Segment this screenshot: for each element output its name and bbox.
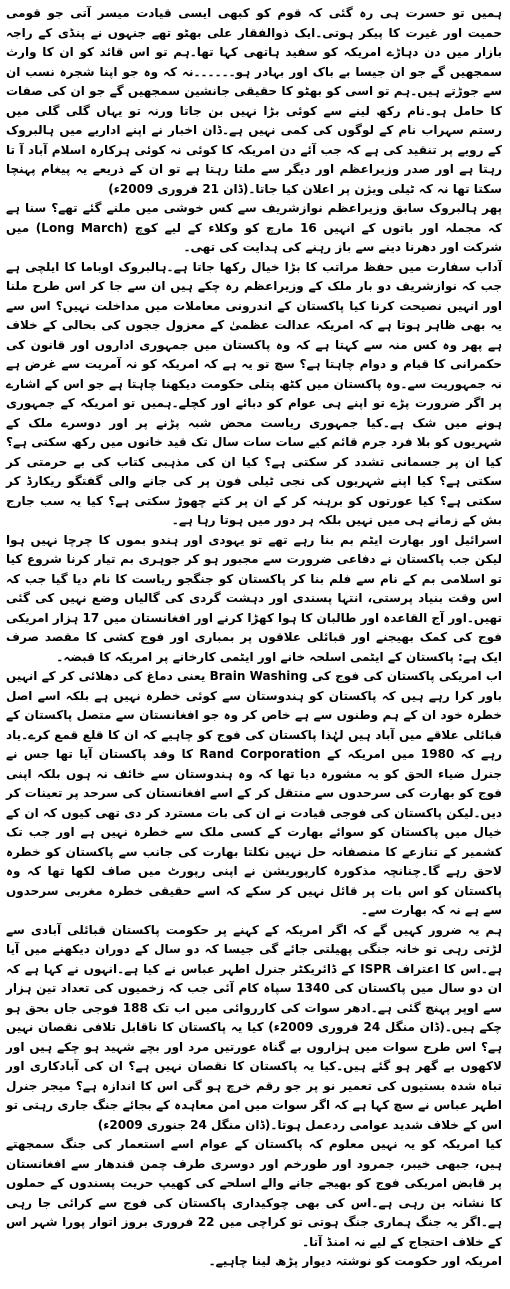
paragraph-public-opinion: کیا امریکہ کو یہ نہیں معلوم کہ پاکستان کے عوام اسے استعمار کی جنگ سمجھتے ہیں، جبھی خیبر، جمرود اور طورخم اور دوسری طرف چمن قندھار سے افغانستان پر قابض امریکی فوج کو بھیجے جانے والے اسلحے کی کھیپ حریت پسندوں کے حملوں کا نشانہ بن رہی ہے۔اس کی بھی چوکیداری پاکستان کی فوج سے کرائی جا رہی ہے۔اگر یہ جنگ ہماری جنگ ہوتی تو کراچی میں 22 فروری بروز اتوار پورا شہر اس کے خلاف احتجاج کے لیے نہ امنڈ آتا۔ xyxy=(6,1137,502,1249)
paragraph-closing: امریکہ اور حکومت کو نوشتہ دیوار پڑھ لینا چاہیے۔ xyxy=(208,1254,502,1268)
paragraph-civil-war: ہم یہ ضرور کہیں گے کہ اگر امریکہ کے کہنے پر حکومت پاکستان قبائلی آبادی سے لڑتی رہی تو خانہ جنگی پھیلتی جائے گی جیسا کہ دو سال کے دوران دیکھنے میں آیا ہے۔اس کا اعتراف ISPR کے ڈائریکٹر جنرل اطہر عباس نے کیا ہے۔انہوں نے کہا ہے کہ ان دو سال میں پاکستان کی 1340 سپاہ کام آئی جب کہ زخمیوں کی تعداد تین ہزار سے اوپر پہنچ گئی ہے۔ادھر سوات کی کارروائی میں اب تک 188 فوجی جاں بحق ہو چکے ہیں۔(ڈان منگل 24 فروری 2009ء) کیا یہ پاکستان کا ناقابل تلافی نقصان نہیں ہے؟ اس طرح سوات میں ہزاروں بے گناہ عورتیں مرد اور بچے شہید ہو چکے ہیں اور لاکھوں بے گھر ہو گئے ہیں۔کیا یہ پاکستان کا نقصان نہیں ہے؟ ان کی آبادکاری اور تباہ شدہ بستیوں کی تعمیر نو پر جو رقم خرچ ہو گی اس کا اندازہ ہے؟ میجر جنرل اطہر عباس نے سچ کہا ہے کہ اگر سوات میں امن معاہدہ کے بجائے جنگ جاری رہتی تو اس کے خلاف شدید عوامی ردعمل ہوتا۔(ڈان منگل 24 جنوری 2009ء) xyxy=(5,922,503,1132)
paragraph-holbrooke-nawaz: پھر ہالبروک سابق وزیراعظم نوازشریف سے کس خوشی میں ملنے گئے تھے؟ سنا ہے کہ مجملہ اور باتوں کے انہیں 16 مارچ کو وکلاء کے لیے کوچ (Long March) میں شرکت اور دھرنا دینے سے باز رہنے کی ہدایت کی تھی۔ xyxy=(6,201,502,254)
paragraph-leadership: ہمیں تو حسرت ہی رہ گئی کہ قوم کو کبھی ایسی قیادت میسر آتی جو قومی حمیت اور غیرت کا پیکر ہوتی۔ایک ذوالفقار علی بھٹو تھے جنہوں نے پنڈی کے راجہ بازار میں دن دہاڑے امریکہ کو سفید ہاتھی کہا تھا۔ہم تو اس قائد کو ان کا وارث سمجھیں گے جو ان جیسا بے باک اور بہادر ہو۔۔۔۔۔۔نہ کہ وہ جو اپنا شجرہ نسب ان سے جوڑتے ہیں۔ہم تو اسی کو بھٹو کا حقیقی جانشین سمجھیں گے جو ان کی صفات کا حامل ہو۔نام رکھ لینے سے کوئی بڑا نہیں بن جاتا ورنہ تو یہاں گلی گلی میں رستم سہراب نام کے لوگوں کی کمی نہیں ہے۔ڈان اخبار نے اپنے اداریے میں ہالبروک کے رویے پر تنقید کی ہے کہ جب آئے دن امریکہ کا کوئی نہ کوئی ہرکارہ اسلام آباد آ تا رہتا ہے اور صدر وزیراعظم اور دیگر سے ملتا رہتا ہے تو ان کے ذریعے یہ پیغام پہنچا سکتا تھا نہ کہ ٹیلی ویژن پر اعلان کیا جاتا۔(ڈان 21 فروری 2009ء) xyxy=(6,6,502,196)
paragraph-brain-washing: اب امریکی پاکستان کی فوج کی Brain Washing یعنی دماغ کی دھلائی کر کے انہیں باور کرا رہے ہیں کہ پاکستان کو ہندوستان سے کوئی خطرہ نہیں ہے بلکہ اسے اصل خطرہ خود ان کے ہم وطنوں سے ہے خاص کر وہ جو افغانستان سے متصل پاکستان کے قبائلی علاقے میں آباد ہیں لہٰذا پاکستان کی فوج کو چاہیے کہ ان کا قلع قمع کرے۔یاد رہے کہ 1980 میں امریکہ کے Rand Corporation کا وفد پاکستان آیا تھا جس نے جنرل ضیاء الحق کو یہ مشورہ دیا تھا کہ وہ ہندوستان سے خائف نہ ہوں بلکہ اپنی فوج کو بھارت کی سرحدوں سے منتقل کر کے اسے افغانستان کی سرحد پر تعینات کر دیں۔لیکن پاکستان کی فوجی قیادت نے ان کی بات مسترد کر دی تھی کیوں کہ ان کے خیال میں پاکستان کو سوائے بھارت کے کسی ملک سے خطرہ نہیں ہے اور جب تک کشمیر کے تنازعے کا منصفانہ حل نہیں نکلتا بھارت کی جانب سے پاکستان کو خطرہ لاحق رہے گا۔چنانچہ مذکورہ کارپوریشن نے اپنی رپورٹ میں صاف لکھا تھا کہ وہ پاکستان کو اس بات پر قائل نہیں کر سکے کہ اسے حقیقی خطرہ مغربی سرحدوں سے ہے نہ کہ بھارت سے۔ xyxy=(6,669,503,917)
paragraph-diplomatic-etiquette: آداب سفارت میں حفظ مراتب کا بڑا خیال رکھا جاتا ہے۔ہالبروک اوباما کا ایلچی ہے جب کہ نوازشریف دو بار ملک کے وزیراعظم رہ چکے ہیں ان سے جا کر اس طرح ملنا اور انہیں نصیحت کرنا کیا پاکستان کے اندرونی معاملات میں مداخلت نہیں؟ اس سے یہ بھی ظاہر ہوتا ہے کہ امریکہ عدالت عظمیٰ کے معزول ججوں کی بحالی کے خلاف ہے پھر وہ کس منہ سے کہتا ہے کہ وہ پاکستان میں جمہوری اداروں اور قانون کی حکمرانی کا قیام و دوام چاہتا ہے؟ سچ تو یہ ہے کہ امریکہ کو نہ آمریت سے غرض ہے نہ جمہوریت سے۔وہ پاکستان میں کٹھ پتلی حکومت دیکھنا چاہتا ہے جو اس کے اشارے پر اگر ضرورت پڑے تو اپنے ہی عوام کو دبائے اور کچلے۔ہمیں تو امریکہ کے جمہوری ہونے میں شک ہے۔کیا جمہوری ریاست محض شبہ پڑنے پر اور دوسرے ملک کے شہریوں کو بلا فرد جرم قائم کیے سات سات سال تک قید خانوں میں رکھ سکتی ہے؟ کیا ان پر جسمانی تشدد کر سکتی ہے؟ کیا ان کی مذہبی کتاب کی بے حرمتی کر سکتی ہے؟ کیا اپنے شہریوں کی نجی ٹیلی فون پر کی جانے والی گفتگو ریکارڈ کر سکتی ہے؟ کیا عورتوں کو برہنہ کر کے ان پر کتے چھوڑ سکتی ہے؟ کیا یہ سب جارج بش کے زمانے ہی میں نہیں بلکہ ہر دور میں ہوتا رہا ہے۔ xyxy=(6,259,502,527)
paragraph-atomic-bomb: اسرائیل اور بھارت ایٹم بم بنا رہے تھے تو یہودی اور ہندو بموں کا چرچا نہیں ہوا لیکن جب پاکستان نے دفاعی ضرورت سے مجبور ہو کر جوہری بم تیار کرنا شروع کیا تو اسلامی بم کے نام سے فلم بنا کر پاکستان کو جنگجو ریاست کا نام دیا گیا جب کہ اس وقت بنیاد پرستی، انتہا پسندی اور دہشت گردی کی گالیاں وضع نہیں کی گئی تھیں۔اور آج القاعدہ اور طالبان کا ہوا کھڑا کرنے اور افغانستان میں 17 ہزار امریکی فوج کی کمک بھیجنے اور قبائلی علاقوں پر بمباری اور فوج کشی کا مقصد صرف ایک ہے: پاکستان کے ایٹمی اسلحہ خانے اور ایٹمی کارخانے پر امریکہ کا قبضہ۔ xyxy=(6,532,502,664)
